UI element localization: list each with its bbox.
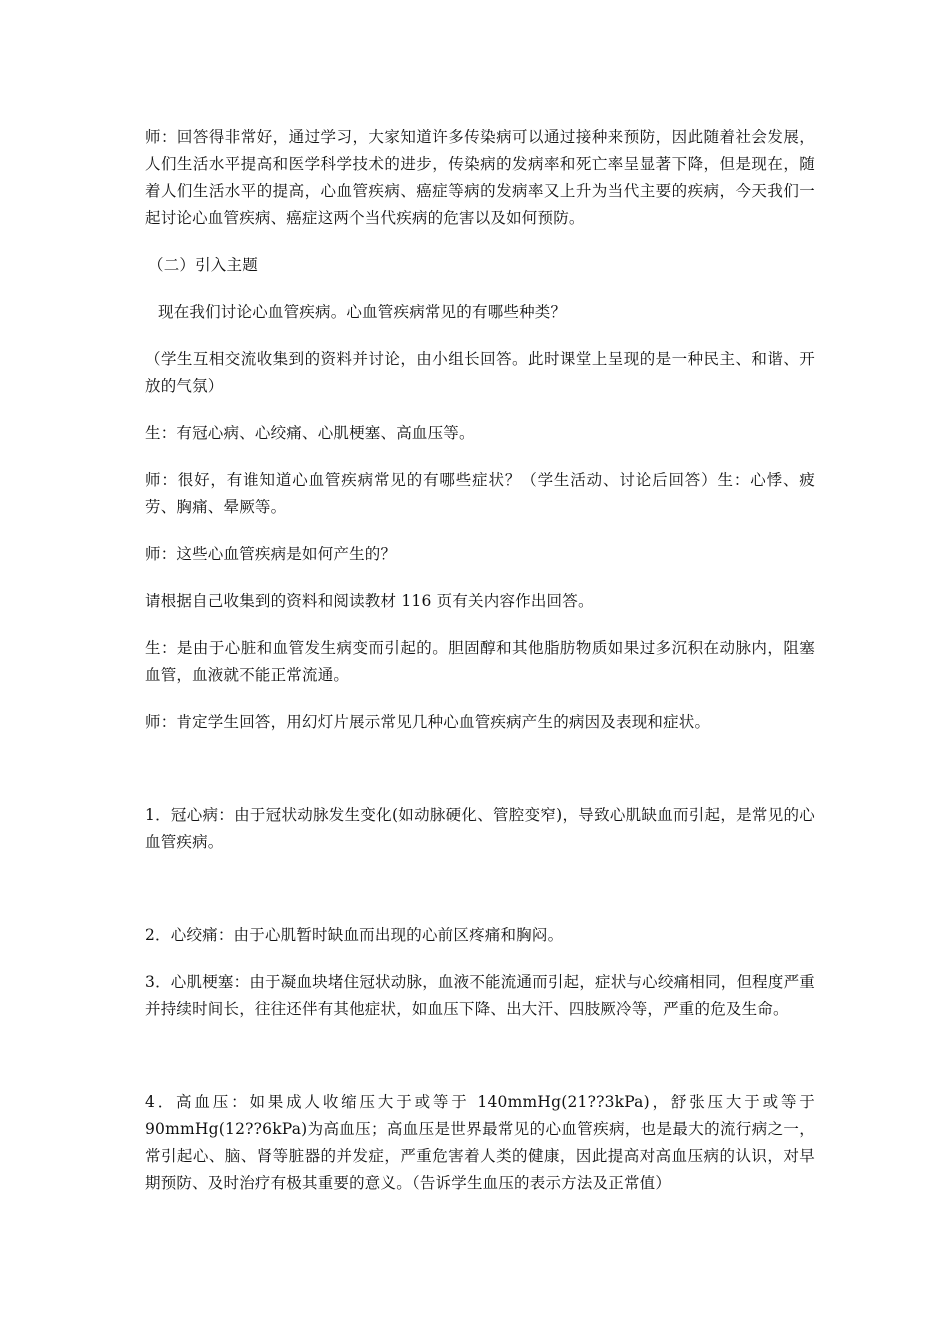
paragraph-teacher-slides: 师：肯定学生回答，用幻灯片展示常见几种心血管疾病产生的病因及表现和症状。 — [145, 713, 711, 731]
paragraph-student-answer-types: 生：有冠心病、心绞痛、心肌梗塞、高血压等。 — [145, 424, 475, 442]
paragraph-textbook-instruction: 请根据自己收集到的资料和阅读教材 116 页有关内容作出回答。 — [145, 592, 594, 610]
section-heading-introduce-topic: （二）引入主题 — [148, 256, 258, 274]
list-item-hypertension: 4．高血压：如果成人收缩压大于或等于 140mmHg(21??3kPa)，舒张压大于或等于 90mmHg(12??6kPa)为高血压；高血压是世界最常见的心血管疾病，也是最大的流行病之一，常引起心、脑、肾等脏器的并发症，严重危害着人类的健康，因此提高对高血压病的认识，对早期预防、及时治疗有极其重要的意义。（告诉学生血压的表示方法及正常值） — [145, 1093, 815, 1192]
paragraph-teacher-symptoms-question: 师：很好，有谁知道心血管疾病常见的有哪些症状？（学生活动、讨论后回答）生：心悸、疲劳、胸痛、晕厥等。 — [145, 471, 815, 516]
paragraph-teacher-cause-question: 师：这些心血管疾病是如何产生的？ — [145, 545, 397, 563]
paragraph-topic-question: 现在我们讨论心血管疾病。心血管疾病常见的有哪些种类？ — [158, 303, 567, 321]
list-item-coronary-heart-disease: 1．冠心病：由于冠状动脉发生变化(如动脉硬化、管腔变窄)，导致心肌缺血而引起，是常见的心血管疾病。 — [145, 806, 815, 851]
document-body — [145, 124, 815, 1197]
paragraph-teacher-intro: 师：回答得非常好，通过学习，大家知道许多传染病可以通过接种来预防，因此随着社会发展，人们生活水平提高和医学科学技术的进步，传染病的发病率和死亡率呈显著下降，但是现在，随着人们生活水平的提高，心血管疾病、癌症等病的发病率又上升为当代主要的疾病，今天我们一起讨论心血管疾病、癌症这两个当代疾病的危害以及如何预防。 — [145, 128, 815, 227]
paragraph-student-discussion-note: （学生互相交流收集到的资料并讨论，由小组长回答。此时课堂上呈现的是一种民主、和谐、开放的气氛） — [145, 350, 815, 395]
paragraph-student-answer-cause: 生：是由于心脏和血管发生病变而引起的。胆固醇和其他脂肪物质如果过多沉积在动脉内，阻塞血管，血液就不能正常流通。 — [145, 639, 815, 684]
list-item-angina: 2．心绞痛：由于心肌暂时缺血而出现的心前区疼痛和胸闷。 — [145, 926, 564, 944]
list-item-myocardial-infarction: 3．心肌梗塞：由于凝血块堵住冠状动脉，血液不能流通而引起，症状与心绞痛相同，但程度严重并持续时间长，往往还伴有其他症状，如血压下降、出大汗、四肢厥冷等，严重的危及生命。 — [145, 973, 815, 1018]
